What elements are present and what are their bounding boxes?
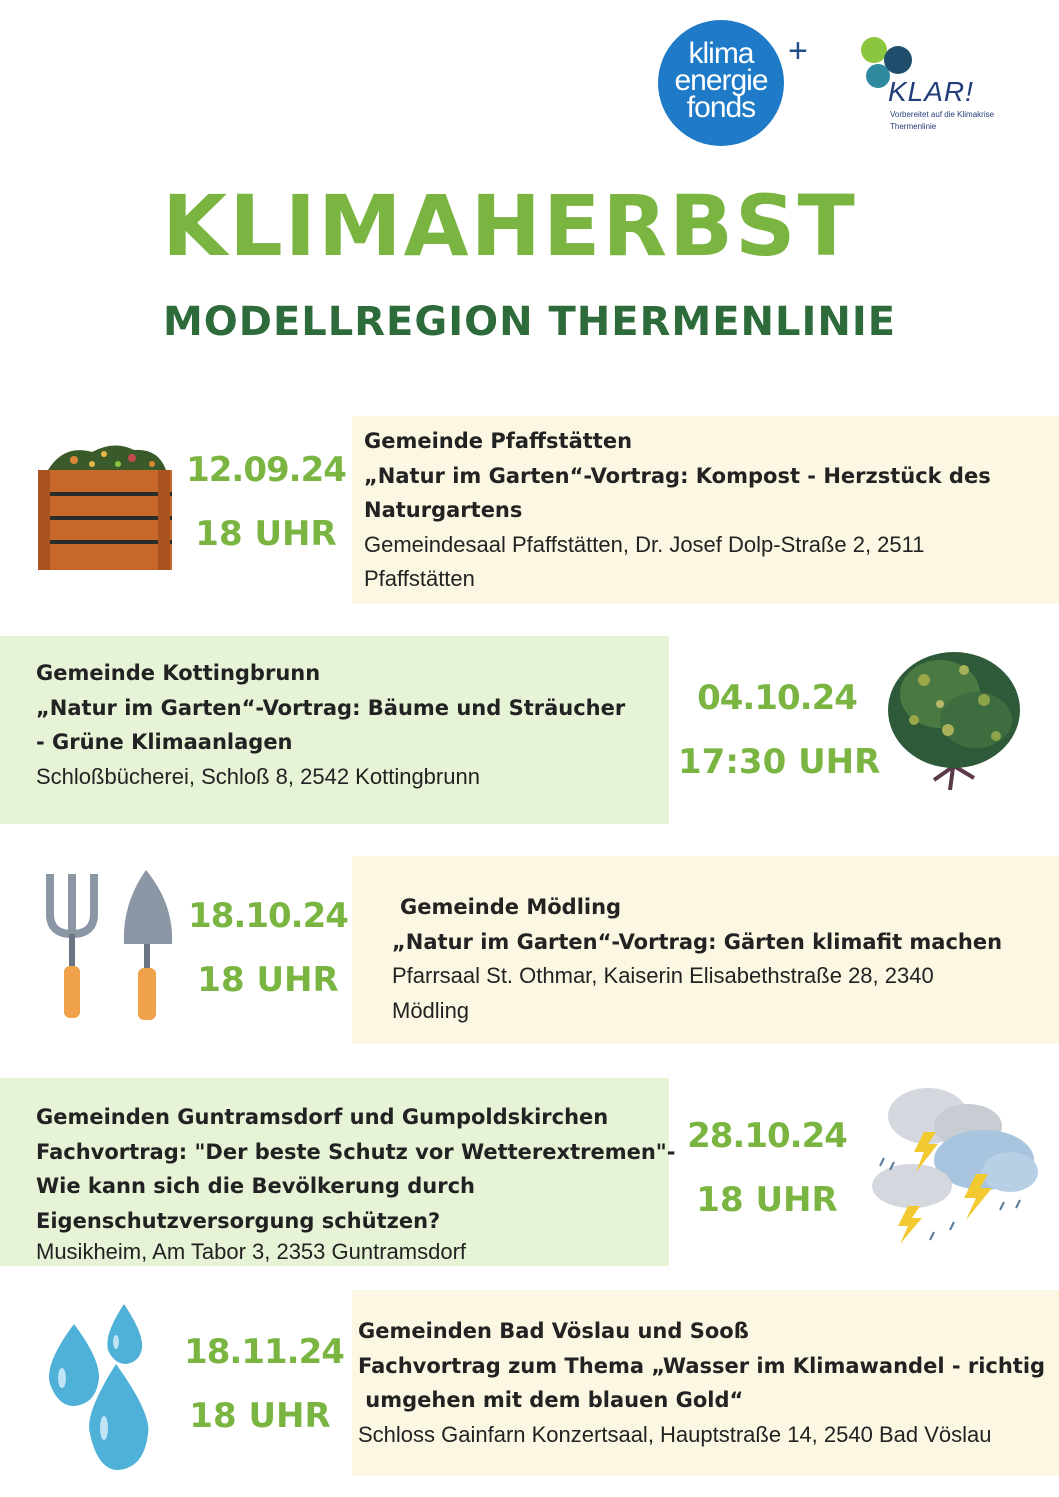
garden-tools-icon (40, 864, 180, 1024)
kef-logo-line: energie (674, 64, 768, 97)
event-address: Pfaffstätten (364, 566, 475, 591)
event-box-4 (0, 1078, 676, 1266)
event-time: 18 UHR (189, 1396, 331, 1436)
event-address: Gemeindesaal Pfaffstätten, Dr. Josef Dolp-Straße 2, 2511 (364, 531, 925, 557)
event-title: „Natur im Garten“-Vortrag: Bäume und Sträucher (36, 695, 626, 720)
page-title: KLIMAHERBST (162, 177, 857, 275)
klar-logo (858, 36, 1033, 136)
event-title: - Grüne Klimaanlagen (36, 730, 293, 754)
event-title: Eigenschutzversorgung schützen? (36, 1208, 441, 1233)
page-subtitle: MODELLREGION THERMENLINIE (162, 299, 897, 345)
event-time: 18 UHR (696, 1180, 838, 1220)
event-date: 12.09.24 (186, 450, 346, 490)
event-venue: Gemeinde Pfaffstätten (364, 429, 633, 453)
klar-subtitle-region: Thermenlinie (890, 122, 937, 131)
kef-plus-mark: + (788, 32, 808, 70)
event-venue: Gemeinden Bad Vöslau und Sooß (358, 1319, 749, 1343)
event-time: 18 UHR (195, 514, 337, 554)
tree-icon (884, 640, 1026, 798)
event-address: Musikheim, Am Tabor 3, 2353 Guntramsdorf (36, 1239, 467, 1264)
event-time: 18 UHR (197, 960, 339, 1000)
event-date: 18.10.24 (188, 896, 348, 936)
event-date: 18.11.24 (184, 1332, 344, 1372)
event-title: Wie kann sich die Bevölkerung durch (36, 1174, 476, 1198)
event-address: Mödling (392, 997, 470, 1023)
compost-crate-icon (34, 440, 176, 572)
klar-title: KLAR! (888, 76, 974, 107)
event-address: Schloßbücherei, Schloß 8, 2542 Kottingbrunn (36, 763, 480, 789)
event-box-1 (352, 416, 1059, 604)
event-date: 04.10.24 (697, 678, 857, 718)
kef-logo-line: klima (688, 37, 754, 70)
event-title: Fachvortrag zum Thema „Wasser im Klimawandel - richtig (358, 1353, 1046, 1378)
event-address: Pfarrsaal St. Othmar, Kaiserin Elisabethstraße 28, 2340 (392, 963, 934, 988)
storm-cloud-icon (864, 1082, 1040, 1252)
water-drops-icon (44, 1304, 164, 1474)
klima-energie-fonds-logo (658, 20, 784, 146)
event-title: umgehen mit dem blauen Gold“ (358, 1388, 744, 1412)
event-box-3 (352, 856, 1059, 1044)
event-time: 17:30 UHR (678, 742, 881, 782)
event-title: Fachvortrag: "Der beste Schutz vor Wetterextremen"- (36, 1139, 676, 1164)
event-venue: Gemeinden Guntramsdorf und Gumpoldskirchen (36, 1105, 609, 1129)
event-title: „Natur im Garten“-Vortrag: Gärten klimafit machen (392, 929, 1003, 954)
event-venue: Gemeinde Mödling (400, 895, 622, 919)
kef-logo-line: fonds (686, 91, 756, 124)
event-venue: Gemeinde Kottingbrunn (36, 661, 321, 685)
event-title: „Natur im Garten“-Vortrag: Kompost - Herzstück des (364, 463, 991, 488)
event-date: 28.10.24 (687, 1116, 847, 1156)
event-box-2 (0, 636, 669, 824)
event-box-5 (352, 1290, 1059, 1476)
event-address: Schloss Gainfarn Konzertsaal, Hauptstraße 14, 2540 Bad Vöslau (358, 1421, 992, 1447)
event-title: Naturgartens (364, 498, 523, 522)
klar-subtitle: Vorbereitet auf die Klimakrise (890, 110, 995, 119)
